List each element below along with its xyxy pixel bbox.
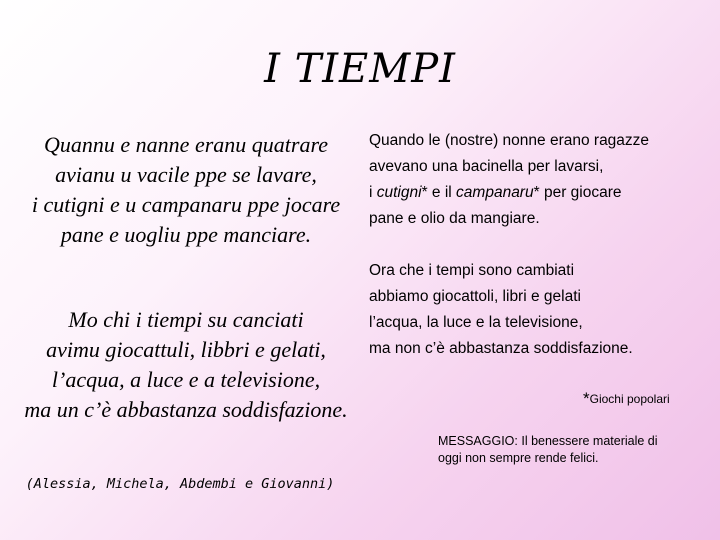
translation-line	[369, 180, 714, 206]
translation-line: pane e olio da mangiare.	[369, 210, 540, 227]
translation-line: abbiamo giocattoli, libri e gelati	[369, 288, 581, 305]
footnote-text: Giochi popolari	[589, 392, 670, 406]
poem-line: Quannu e nanne eranu quatrare	[44, 132, 328, 157]
translation-line: l’acqua, la luce e la televisione,	[369, 314, 583, 331]
poem-line: avimu giocattuli, libbri e gelati,	[46, 337, 326, 362]
message-line: MESSAGGIO: Il benessere materiale di	[438, 434, 658, 448]
message-box	[438, 433, 708, 467]
dialect-word-cutigni: cutigni	[376, 184, 422, 201]
poem-line: Mo chi i tiempi su canciati	[68, 307, 304, 332]
translation-text: i	[369, 184, 377, 201]
footnote-mark: *	[421, 184, 428, 201]
dialect-word-campanaru: campanaru	[456, 184, 534, 201]
authors-credit: (Alessia, Michela, Abdembi e Giovanni)	[25, 476, 335, 492]
footnote	[583, 389, 670, 409]
translation-line: Ora che i tempi sono cambiati	[369, 262, 575, 279]
poem-line: i cutigni e u campanaru ppe jocare	[31, 192, 341, 217]
poem-stanza-2	[0, 305, 372, 425]
poem-stanza-1	[0, 130, 372, 250]
poem-line: pane e uogliu ppe manciare.	[60, 222, 312, 247]
footnote-mark: *	[533, 184, 540, 201]
translation-text: e il	[427, 184, 457, 201]
poem-line: ma un c’è abbastanza soddisfazione.	[24, 397, 348, 422]
message-line: oggi non sempre rende felici.	[438, 451, 599, 465]
translation-text: per giocare	[539, 184, 622, 201]
translation-line: avevano una bacinella per lavarsi,	[369, 158, 604, 175]
poem-line: l’acqua, a luce e a televisione,	[51, 367, 321, 392]
translation-stanza-1	[369, 128, 714, 232]
translation-stanza-2	[369, 258, 714, 362]
footnote-marker: *	[583, 389, 590, 408]
translation-line: Quando le (nostre) nonne erano ragazze	[369, 132, 650, 149]
translation-line: ma non c’è abbastanza soddisfazione.	[369, 340, 633, 357]
poem-line: avianu u vacile ppe se lavare,	[55, 162, 317, 187]
slide-title: I TIEMPI	[264, 46, 456, 92]
